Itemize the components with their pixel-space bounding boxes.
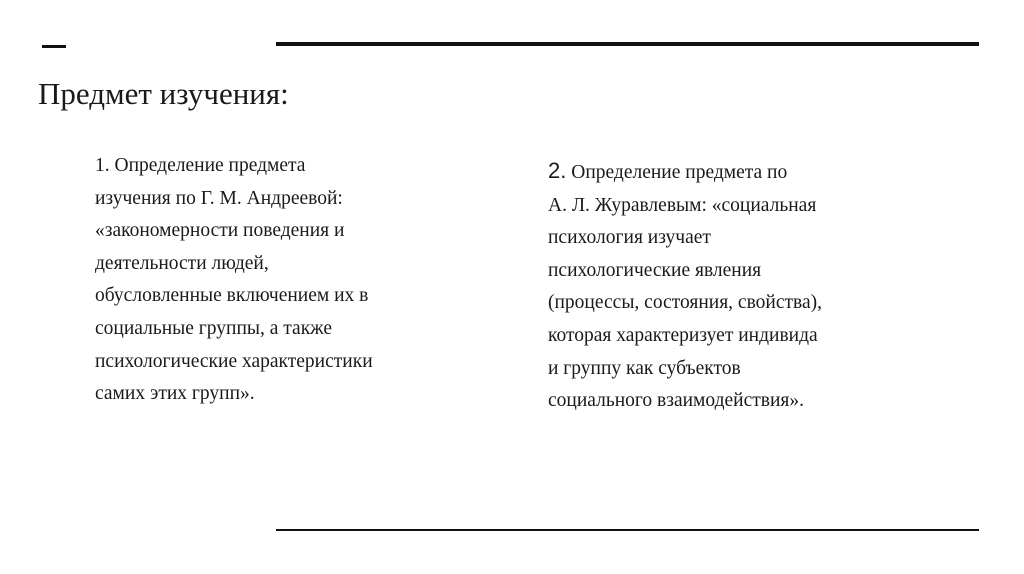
text-line: психологические характеристики (95, 350, 373, 372)
text-line: 1. Определение предмета (95, 155, 306, 176)
text-line: социального взаимодействия». (548, 390, 805, 412)
text-line: которая характеризует индивида (548, 324, 818, 346)
slide-title: Предмет изучения: (38, 76, 289, 111)
bottom-rule (276, 529, 979, 531)
item-number: 2. (548, 158, 567, 183)
text-line: и группу как субъектов (548, 357, 741, 379)
text-line: психологические явления (548, 259, 762, 281)
definition-andreeva (95, 150, 373, 411)
decorative-dash (42, 45, 66, 48)
text-line (548, 155, 822, 190)
text-line: социальные группы, а также (95, 317, 333, 339)
text-line: «закономерности поведения и (95, 220, 345, 242)
text-line: обусловленные включением их в (95, 285, 369, 307)
definition-zhuravlev (548, 155, 822, 418)
top-rule (276, 42, 979, 46)
text-line: самих этих групп». (95, 383, 255, 405)
text-line: деятельности людей, (95, 252, 269, 274)
text-line: А. Л. Журавлевым: «социальная (548, 194, 817, 216)
text-line-content: Определение предмета по (566, 162, 788, 183)
text-line: психология изучает (548, 227, 711, 249)
text-line: (процессы, состояния, свойства), (548, 292, 822, 314)
text-line: изучения по Г. М. Андреевой: (95, 187, 343, 209)
